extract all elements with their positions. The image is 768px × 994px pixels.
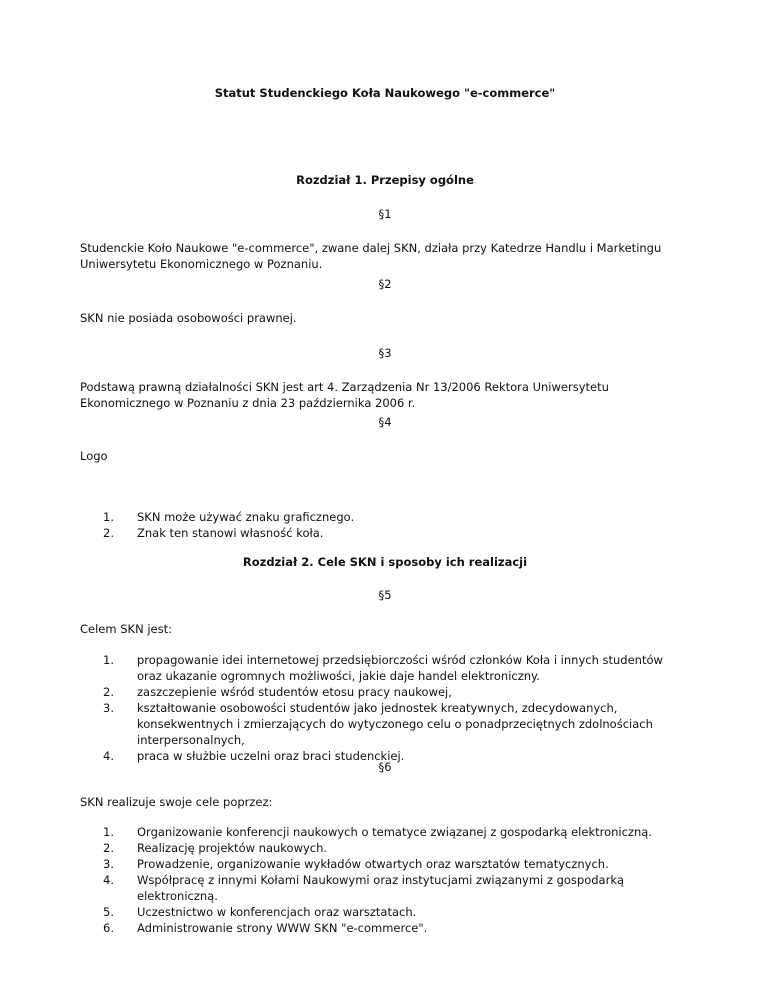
list-item <box>80 525 680 541</box>
section-4-mark: §4 <box>378 415 392 429</box>
list-item <box>80 824 680 840</box>
section-6-list <box>80 824 680 936</box>
section-6-mark: §6 <box>378 760 392 774</box>
list-item-number: 3. <box>103 857 114 871</box>
list-item <box>80 652 680 684</box>
list-item-number: 1. <box>103 510 114 524</box>
list-item-text: Administrowanie strony WWW SKN "e-commerce". <box>137 921 428 935</box>
list-item-text: Uczestnictwo w konferencjach oraz warsztatach. <box>137 905 417 919</box>
list-item-text: propagowanie idei internetowej przedsiębiorczości wśród członków Koła i innych studentów oraz ukazanie ogromnych możliwości, jakie daje handel elektroniczny. <box>137 653 663 683</box>
list-item-number: 2. <box>103 526 114 540</box>
list-item-number: 6. <box>103 921 114 935</box>
list-item-number: 3. <box>103 701 114 715</box>
list-item-text: Prowadzenie, organizowanie wykładów otwartych oraz warsztatów tematycznych. <box>137 857 609 871</box>
list-item-text: zaszczepienie wśród studentów etosu pracy naukowej, <box>137 685 452 699</box>
list-item-text: kształtowanie osobowości studentów jako jednostek kreatywnych, zdecydowanych, konsekwentnych i zmierzających do wytyczonego celu o ponadprzeciętnych zdolnościach interpersonalnych, <box>137 701 653 747</box>
list-item-text: praca w służbie uczelni oraz braci studenckiej. <box>137 749 405 763</box>
list-item-text: Organizowanie konferencji naukowych o tematyce związanej z gospodarką elektroniczną. <box>137 825 652 839</box>
section-3-mark: §3 <box>378 346 392 360</box>
list-item-text: Realizację projektów naukowych. <box>137 841 328 855</box>
section-1-text: Studenckie Koło Naukowe "e-commerce", zwane dalej SKN, działa przy Katedrze Handlu i Marketingu Uniwersytetu Ekonomicznego w Poznaniu. <box>80 241 662 271</box>
list-item-text: Znak ten stanowi własność koła. <box>137 526 324 540</box>
section-3-text: Podstawą prawną działalności SKN jest art 4. Zarządzenia Nr 13/2006 Rektora Uniwersytetu Ekonomicznego w Poznaniu z dnia 23 października 2006 r. <box>80 380 609 410</box>
section-4-logo-label: Logo <box>80 449 108 463</box>
list-item <box>80 872 680 904</box>
list-item <box>80 509 680 525</box>
chapter-1-heading: Rozdział 1. Przepisy ogólne <box>296 173 474 187</box>
list-item-number: 1. <box>103 653 114 667</box>
section-1-mark: §1 <box>378 207 392 221</box>
section-5-list <box>80 652 680 764</box>
list-item-number: 2. <box>103 685 114 699</box>
section-4-list <box>80 509 680 541</box>
list-item-text: Współpracę z innymi Kołami Naukowymi oraz instytucjami związanymi z gospodarką elektroniczną. <box>137 873 625 903</box>
list-item <box>80 684 680 700</box>
section-5-intro: Celem SKN jest: <box>80 622 172 636</box>
chapter-2-heading: Rozdział 2. Cele SKN i sposoby ich realizacji <box>242 555 528 569</box>
list-item-number: 1. <box>103 825 114 839</box>
list-item <box>80 700 680 748</box>
list-item-number: 5. <box>103 905 114 919</box>
list-item-text: SKN może używać znaku graficznego. <box>137 510 355 524</box>
section-6-intro: SKN realizuje swoje cele poprzez: <box>80 795 273 809</box>
section-2-text: SKN nie posiada osobowości prawnej. <box>80 311 297 325</box>
list-item <box>80 840 680 856</box>
list-item <box>80 904 680 920</box>
list-item-number: 2. <box>103 841 114 855</box>
section-5-mark: §5 <box>378 588 392 602</box>
list-item-number: 4. <box>103 749 114 763</box>
list-item <box>80 856 680 872</box>
document-title: Statut Studenckiego Koła Naukowego "e-commerce" <box>214 86 556 100</box>
section-2-mark: §2 <box>378 277 392 291</box>
list-item <box>80 920 680 936</box>
list-item-number: 4. <box>103 873 114 887</box>
